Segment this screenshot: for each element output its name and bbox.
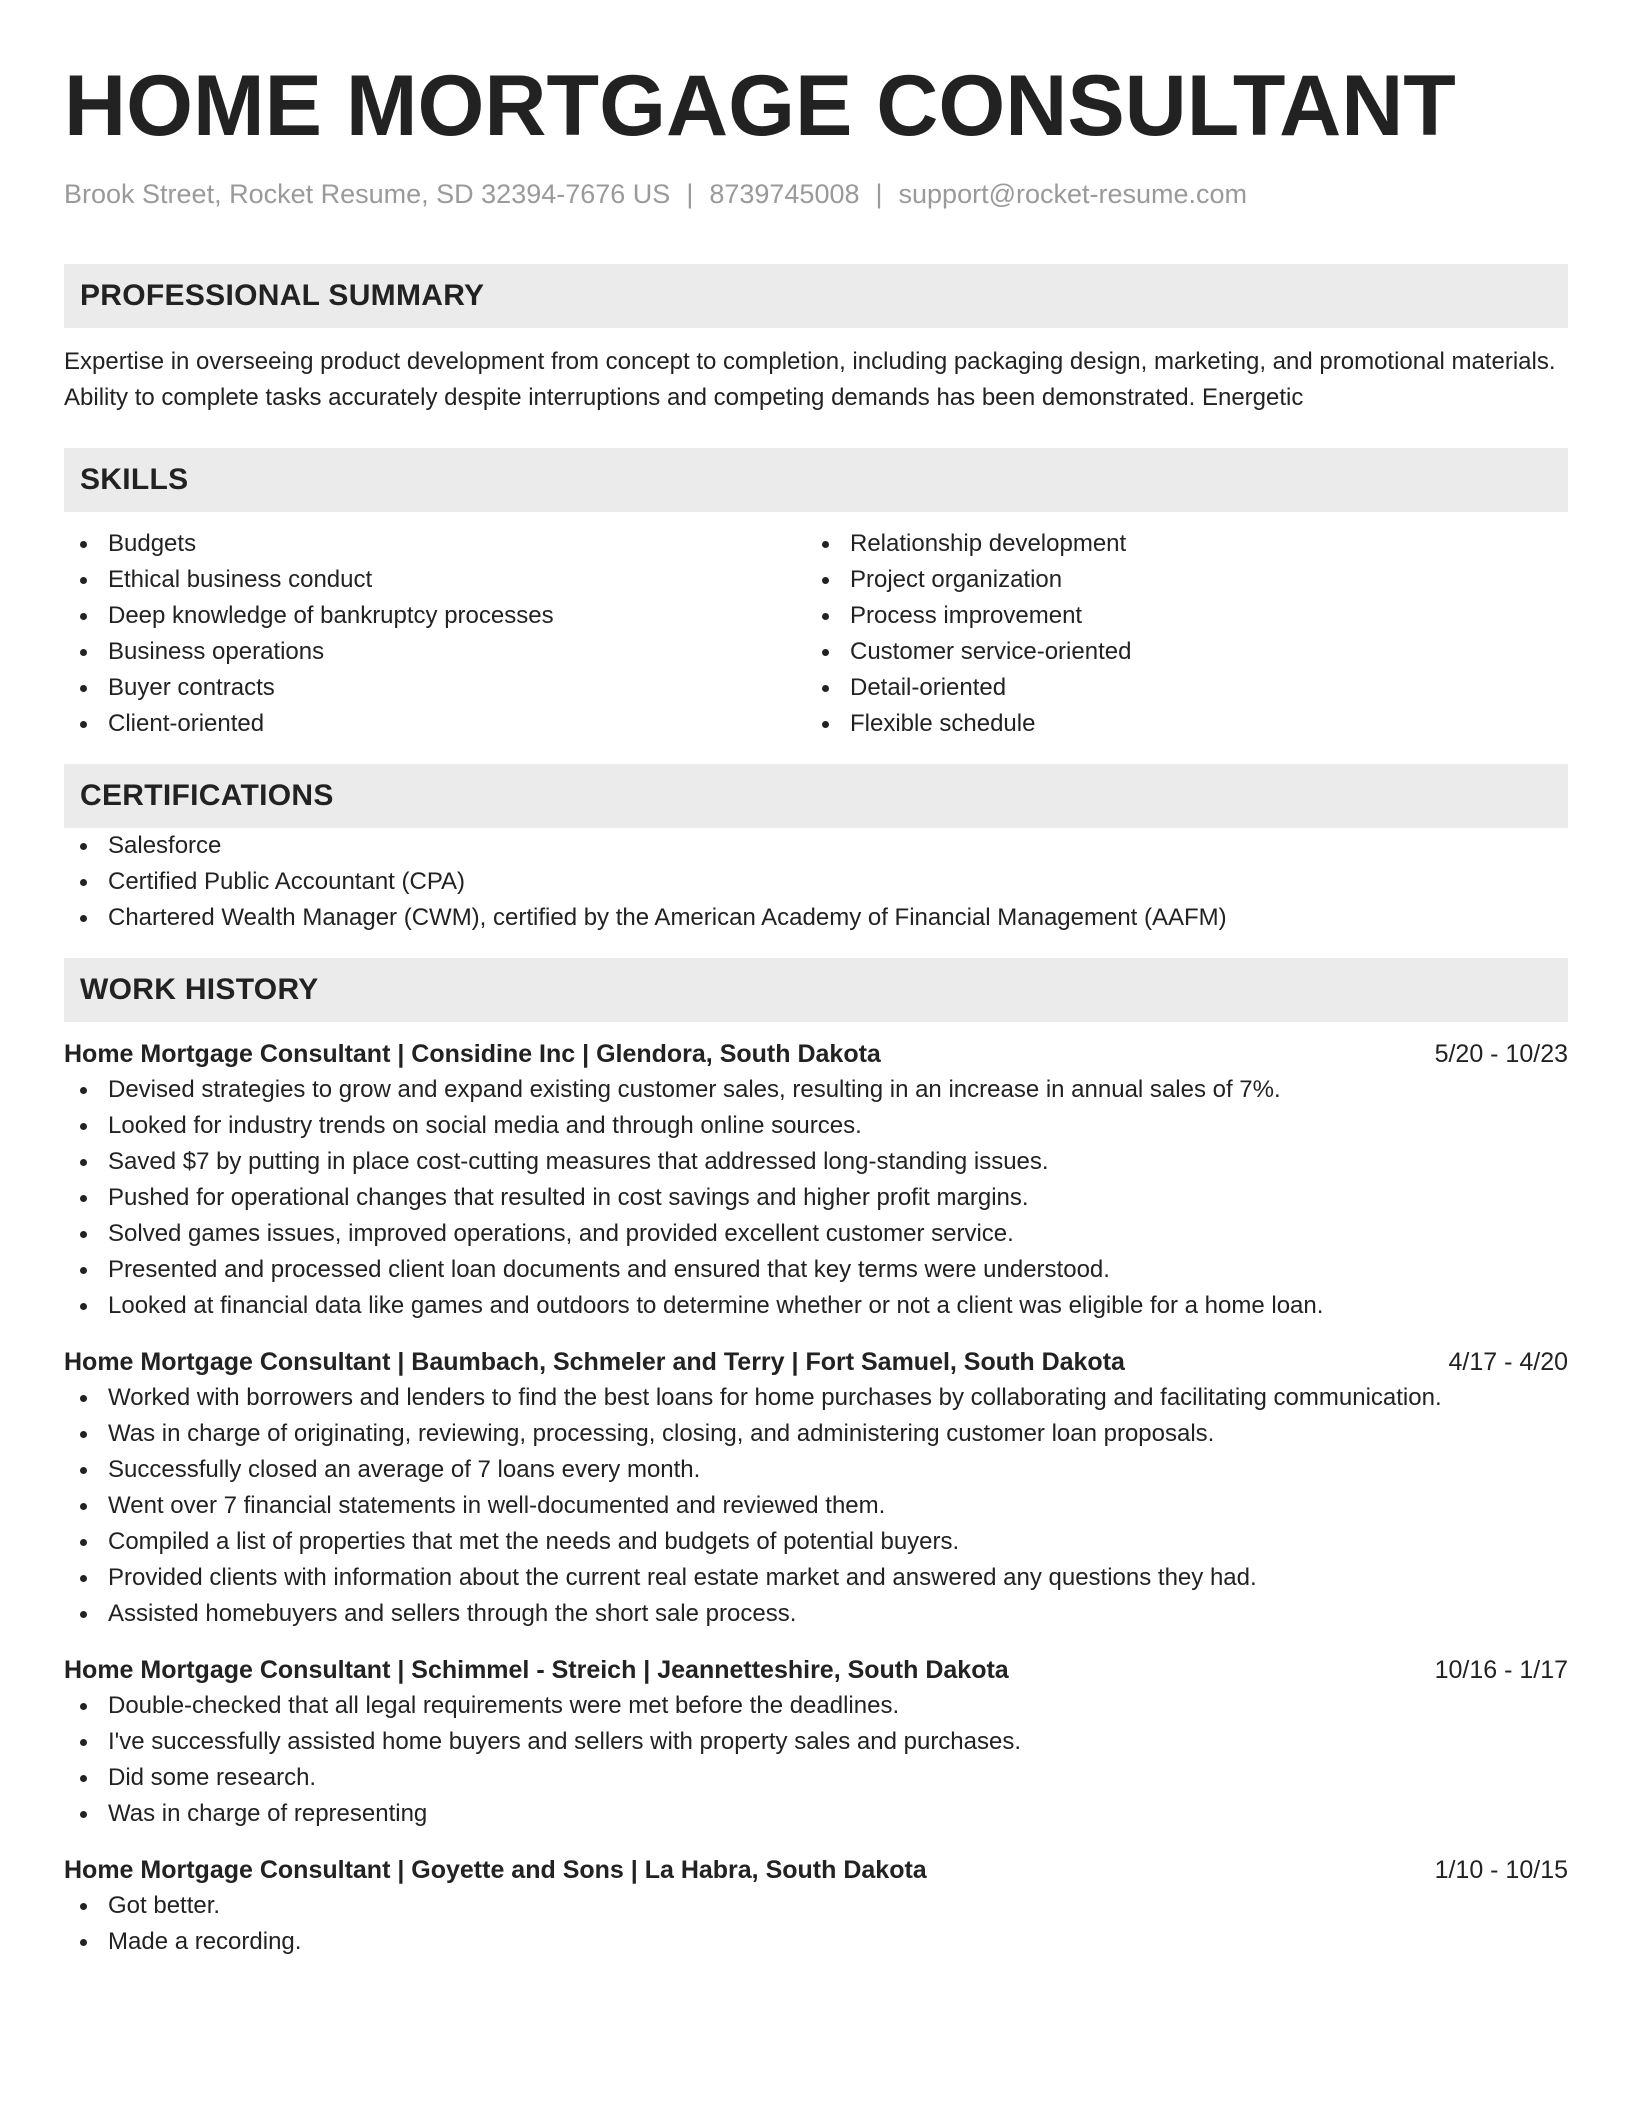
job-bullet: Made a recording. [64, 1924, 1568, 1960]
job-entry [64, 1852, 1568, 1960]
job-bullet: Provided clients with information about the current real estate market and answered any questions they had. [64, 1560, 1568, 1596]
skill-item: Relationship development [806, 526, 1548, 562]
job-bullet: Worked with borrowers and lenders to find the best loans for home purchases by collaborating and facilitating communication. [64, 1380, 1568, 1416]
job-title: Home Mortgage Consultant | Goyette and Sons | La Habra, South Dakota [64, 1856, 927, 1884]
job-title: Home Mortgage Consultant | Baumbach, Schmeler and Terry | Fort Samuel, South Dakota [64, 1348, 1125, 1376]
skills-column-left [64, 526, 806, 742]
job-bullet: Got better. [64, 1888, 1568, 1924]
skill-item: Project organization [806, 562, 1548, 598]
job-bullet: Was in charge of originating, reviewing, processing, closing, and administering customer loan proposals. [64, 1416, 1568, 1452]
skill-item: Client-oriented [64, 706, 806, 742]
skill-item: Business operations [64, 634, 806, 670]
skill-item: Detail-oriented [806, 670, 1548, 706]
job-bullet: Solved games issues, improved operations, and provided excellent customer service. [64, 1216, 1568, 1252]
skills-grid [64, 526, 1568, 742]
contact-email: support@rocket-resume.com [898, 179, 1248, 209]
job-dates: 10/16 - 1/17 [1434, 1656, 1568, 1684]
resume-title: HOME MORTGAGE CONSULTANT [64, 58, 1456, 154]
job-bullet: Went over 7 financial statements in well-documented and reviewed them. [64, 1488, 1568, 1524]
skills-column-right [806, 526, 1548, 742]
job-bullet: Pushed for operational changes that resulted in cost savings and higher profit margins. [64, 1180, 1568, 1216]
certifications-list [64, 828, 1568, 936]
job-bullets [64, 1380, 1568, 1632]
job-bullet: Assisted homebuyers and sellers through the short sale process. [64, 1596, 1568, 1632]
job-bullet: Saved $7 by putting in place cost-cutting measures that addressed long-standing issues. [64, 1144, 1568, 1180]
skill-item: Ethical business conduct [64, 562, 806, 598]
job-title: Home Mortgage Consultant | Schimmel - Streich | Jeannetteshire, South Dakota [64, 1656, 1009, 1684]
summary-heading: PROFESSIONAL SUMMARY [64, 264, 1568, 328]
job-bullets [64, 1072, 1568, 1324]
certification-item: Salesforce [64, 828, 1568, 864]
job-bullet: Successfully closed an average of 7 loans every month. [64, 1452, 1568, 1488]
skills-list-left [64, 526, 806, 742]
job-title: Home Mortgage Consultant | Considine Inc | Glendora, South Dakota [64, 1040, 881, 1068]
job-dates: 1/10 - 10/15 [1434, 1856, 1568, 1884]
job-bullet: Double-checked that all legal requirements were met before the deadlines. [64, 1688, 1568, 1724]
job-bullet: Presented and processed client loan documents and ensured that key terms were understood. [64, 1252, 1568, 1288]
skill-item: Flexible schedule [806, 706, 1548, 742]
job-header [64, 1852, 1568, 1888]
summary-text: Expertise in overseeing product development from concept to completion, including packaging design, marketing, and promotional materials. Ability to complete tasks accurately despite interruptions and competing demands has been demonstrated. Energetic [64, 348, 1556, 411]
skill-item: Process improvement [806, 598, 1548, 634]
job-dates: 5/20 - 10/23 [1434, 1040, 1568, 1068]
skills-list-right [806, 526, 1548, 742]
certifications-heading: CERTIFICATIONS [64, 764, 1568, 828]
certification-item: Chartered Wealth Manager (CWM), certified by the American Academy of Financial Management (AAFM) [64, 900, 1568, 936]
job-bullet: I've successfully assisted home buyers and sellers with property sales and purchases. [64, 1724, 1568, 1760]
certification-item: Certified Public Accountant (CPA) [64, 864, 1568, 900]
job-header [64, 1652, 1568, 1688]
job-entry [64, 1652, 1568, 1832]
work-history-heading: WORK HISTORY [64, 958, 1568, 1022]
job-bullets [64, 1688, 1568, 1832]
job-header [64, 1344, 1568, 1380]
job-bullet: Compiled a list of properties that met the needs and budgets of potential buyers. [64, 1524, 1568, 1560]
job-bullet: Was in charge of representing [64, 1796, 1568, 1832]
job-bullet: Devised strategies to grow and expand existing customer sales, resulting in an increase in annual sales of 7%. [64, 1072, 1568, 1108]
skill-item: Customer service-oriented [806, 634, 1548, 670]
skill-item: Budgets [64, 526, 806, 562]
job-bullet: Did some research. [64, 1760, 1568, 1796]
job-bullet: Looked for industry trends on social media and through online sources. [64, 1108, 1568, 1144]
job-entry [64, 1036, 1568, 1324]
skills-heading: SKILLS [64, 448, 1568, 512]
job-entry [64, 1344, 1568, 1632]
job-bullets [64, 1888, 1568, 1960]
job-bullet: Looked at financial data like games and outdoors to determine whether or not a client was eligible for a home loan. [64, 1288, 1568, 1324]
contact-address: Brook Street, Rocket Resume, SD 32394-7676 US [64, 179, 671, 209]
contact-line [64, 176, 1568, 212]
contact-phone: 8739745008 [709, 179, 860, 209]
job-dates: 4/17 - 4/20 [1448, 1348, 1568, 1376]
skill-item: Deep knowledge of bankruptcy processes [64, 598, 806, 634]
contact-separator: | [686, 179, 694, 209]
skill-item: Buyer contracts [64, 670, 806, 706]
job-header [64, 1036, 1568, 1072]
contact-separator: | [875, 179, 883, 209]
